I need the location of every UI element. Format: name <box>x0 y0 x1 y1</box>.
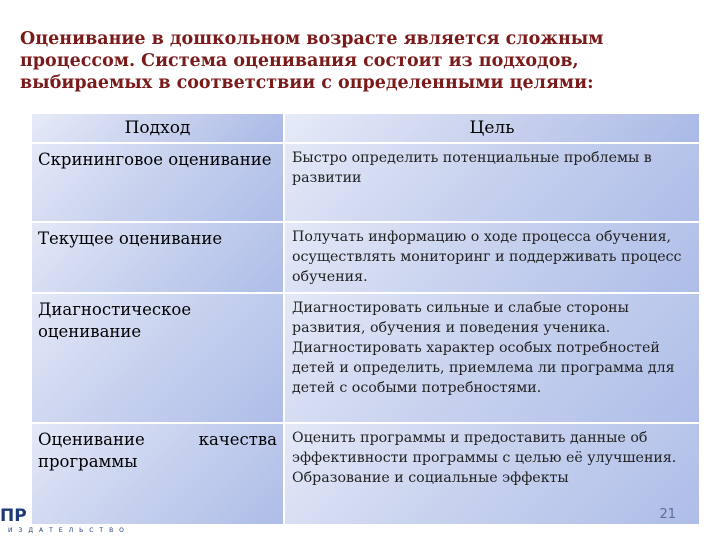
row-4-approach <box>31 423 284 525</box>
slide-title: Оценивание в дошкольном возрасте является сложным процессом. Система оценивания состоит из подходов, выбираемых в соответствии с определенными целями: <box>20 29 604 93</box>
row-4-goal-text: Оценить программы и предоставить данные об эффективности программы с целью её улучшения. <box>292 430 677 466</box>
row-4-goal <box>284 423 700 525</box>
row-4-goal-extra: Образование и социальные эффекты <box>292 470 569 486</box>
row-4-approach-word-3: программы <box>38 452 138 471</box>
publisher-logo: ПР <box>0 506 27 526</box>
row-2-goal: Получать информацию о ходе процесса обучения, осуществлять мониторинг и поддерживать процесс обучения. <box>284 222 700 293</box>
row-2-approach: Текущее оценивание <box>31 222 284 293</box>
row-4-approach-line <box>38 429 277 451</box>
approach-goal-table <box>31 113 700 525</box>
row-3-approach: Диагностическое оценивание <box>31 293 284 423</box>
page-number: 21 <box>659 507 676 522</box>
row-4-approach-word-2: качества <box>198 430 277 449</box>
publisher-logo-subtext: ИЗДАТЕЛЬСТВО <box>8 527 130 534</box>
header-goal: Цель <box>284 113 700 143</box>
row-3-goal: Диагностировать сильные и слабые стороны развития, обучения и поведения ученика. Диагностировать характер особых потребностей детей и определить, приемлема ли программа для детей с особыми потребностями. <box>284 293 700 423</box>
row-4-approach-word-1: Оценивание <box>38 430 145 449</box>
row-1-approach: Скрининговое оценивание <box>31 143 284 222</box>
row-1-goal: Быстро определить потенциальные проблемы в развитии <box>284 143 700 222</box>
header-approach: Подход <box>31 113 284 143</box>
